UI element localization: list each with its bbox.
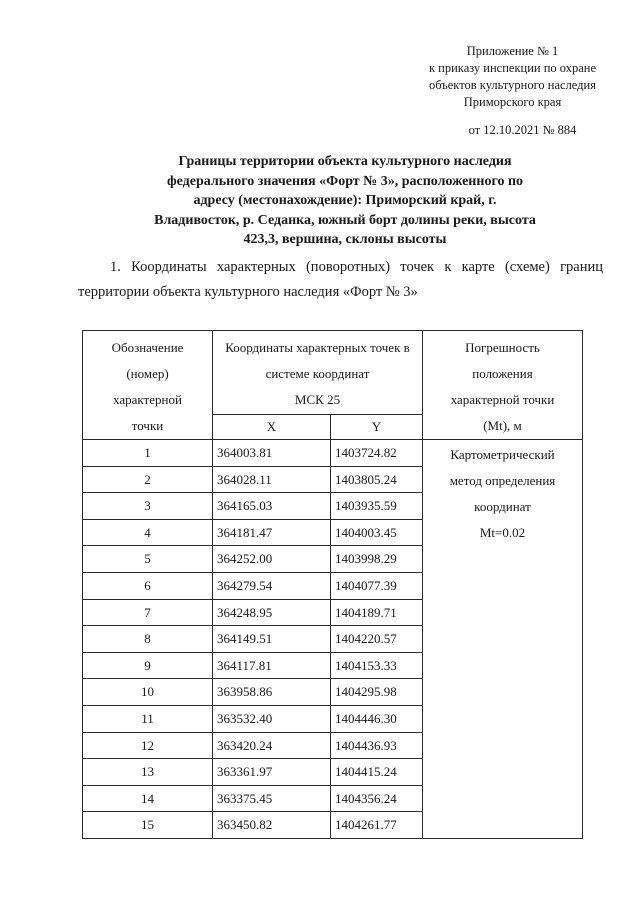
x-coordinate-cell: 364117.81: [213, 652, 331, 679]
header-text: Обозначение: [111, 340, 184, 355]
x-coordinate-cell: 363450.82: [213, 812, 331, 839]
header-x: X: [213, 415, 331, 440]
point-number-cell: 8: [83, 626, 213, 653]
x-coordinate-cell: 364028.11: [213, 466, 331, 493]
header-text: системе координат: [265, 366, 370, 381]
y-coordinate-cell: 1404189.71: [331, 599, 423, 626]
x-coordinate-cell: 363532.40: [213, 705, 331, 732]
point-number-cell: 14: [83, 785, 213, 812]
point-number-cell: 12: [83, 732, 213, 759]
method-cell: [423, 440, 583, 839]
header-accuracy: [423, 331, 583, 440]
y-coordinate-cell: 1403935.59: [331, 493, 423, 520]
appendix-line: Приложение № 1: [466, 44, 559, 58]
header-coordinates: [213, 331, 423, 415]
x-coordinate-cell: 364003.81: [213, 440, 331, 467]
document-title: [100, 152, 590, 250]
x-coordinate-cell: 364181.47: [213, 519, 331, 546]
point-number-cell: 2: [83, 466, 213, 493]
point-number-cell: 15: [83, 812, 213, 839]
point-number-cell: 9: [83, 652, 213, 679]
appendix-line: объектов культурного наследия: [429, 78, 596, 92]
header-text: точки: [131, 418, 164, 433]
header-text: (номер): [126, 366, 169, 381]
x-coordinate-cell: 363958.86: [213, 679, 331, 706]
title-line: адресу (местонахождение): Приморский край, г.: [193, 193, 497, 208]
header-text: МСК 25: [294, 392, 341, 407]
table-header-row: [83, 331, 583, 415]
appendix-line: к приказу инспекции по охране: [428, 61, 597, 75]
y-coordinate-cell: 1404153.33: [331, 652, 423, 679]
coordinates-table: [82, 330, 583, 839]
order-date: от 12.10.2021 № 884: [468, 123, 577, 137]
y-coordinate-cell: 1404356.24: [331, 785, 423, 812]
appendix-line: Приморского края: [463, 95, 562, 109]
point-number-cell: 5: [83, 546, 213, 573]
x-coordinate-cell: 364149.51: [213, 626, 331, 653]
y-coordinate-cell: 1403805.24: [331, 466, 423, 493]
title-line: федерального значения «Форт № 3», расположенного по: [166, 173, 524, 189]
header-text: Погрешность: [465, 340, 540, 355]
x-coordinate-cell: 364248.95: [213, 599, 331, 626]
point-number-cell: 4: [83, 519, 213, 546]
x-coordinate-cell: 363375.45: [213, 785, 331, 812]
header-text: характерной точки: [450, 392, 555, 407]
point-number-cell: 13: [83, 759, 213, 786]
header-text: характерной: [113, 392, 182, 407]
header-text: (Mt), м: [483, 418, 522, 433]
method-text: Mt=0.02: [479, 525, 526, 540]
y-coordinate-cell: 1404415.24: [331, 759, 423, 786]
y-coordinate-cell: 1403724.82: [331, 440, 423, 467]
y-coordinate-cell: 1404077.39: [331, 572, 423, 599]
header-point-number: [83, 331, 213, 440]
intro-line: территории объекта культурного наследия «Форт № 3»: [78, 284, 418, 300]
y-coordinate-cell: 1404446.30: [331, 705, 423, 732]
x-coordinate-cell: 364165.03: [213, 493, 331, 520]
x-coordinate-cell: 364279.54: [213, 572, 331, 599]
x-coordinate-cell: 363420.24: [213, 732, 331, 759]
method-text: Картометрический: [450, 447, 555, 462]
intro-paragraph: [78, 255, 603, 305]
intro-line: 1. Координаты характерных (поворотных) точек к карте (схеме) границ: [110, 259, 603, 275]
y-coordinate-cell: 1404003.45: [331, 519, 423, 546]
x-coordinate-cell: 363361.97: [213, 759, 331, 786]
x-coordinate-cell: 364252.00: [213, 546, 331, 573]
point-number-cell: 6: [83, 572, 213, 599]
point-number-cell: 11: [83, 705, 213, 732]
point-number-cell: 7: [83, 599, 213, 626]
y-coordinate-cell: 1403998.29: [331, 546, 423, 573]
table-row: [83, 440, 583, 467]
y-coordinate-cell: 1404436.93: [331, 732, 423, 759]
method-text: координат: [474, 499, 531, 514]
y-coordinate-cell: 1404261.77: [331, 812, 423, 839]
title-line: Владивосток, р. Седанка, южный борт долины реки, высота: [154, 212, 536, 228]
title-line: 423,3, вершина, склоны высоты: [243, 232, 447, 247]
method-text: метод определения: [449, 473, 556, 488]
header-y: Y: [331, 415, 423, 440]
header-text: положения: [472, 366, 533, 381]
point-number-cell: 3: [83, 493, 213, 520]
point-number-cell: 10: [83, 679, 213, 706]
header-text: Координаты характерных точек в: [225, 340, 410, 355]
point-number-cell: 1: [83, 440, 213, 467]
y-coordinate-cell: 1404220.57: [331, 626, 423, 653]
appendix-header: [400, 43, 625, 111]
title-line: Границы территории объекта культурного наследия: [178, 154, 512, 169]
y-coordinate-cell: 1404295.98: [331, 679, 423, 706]
